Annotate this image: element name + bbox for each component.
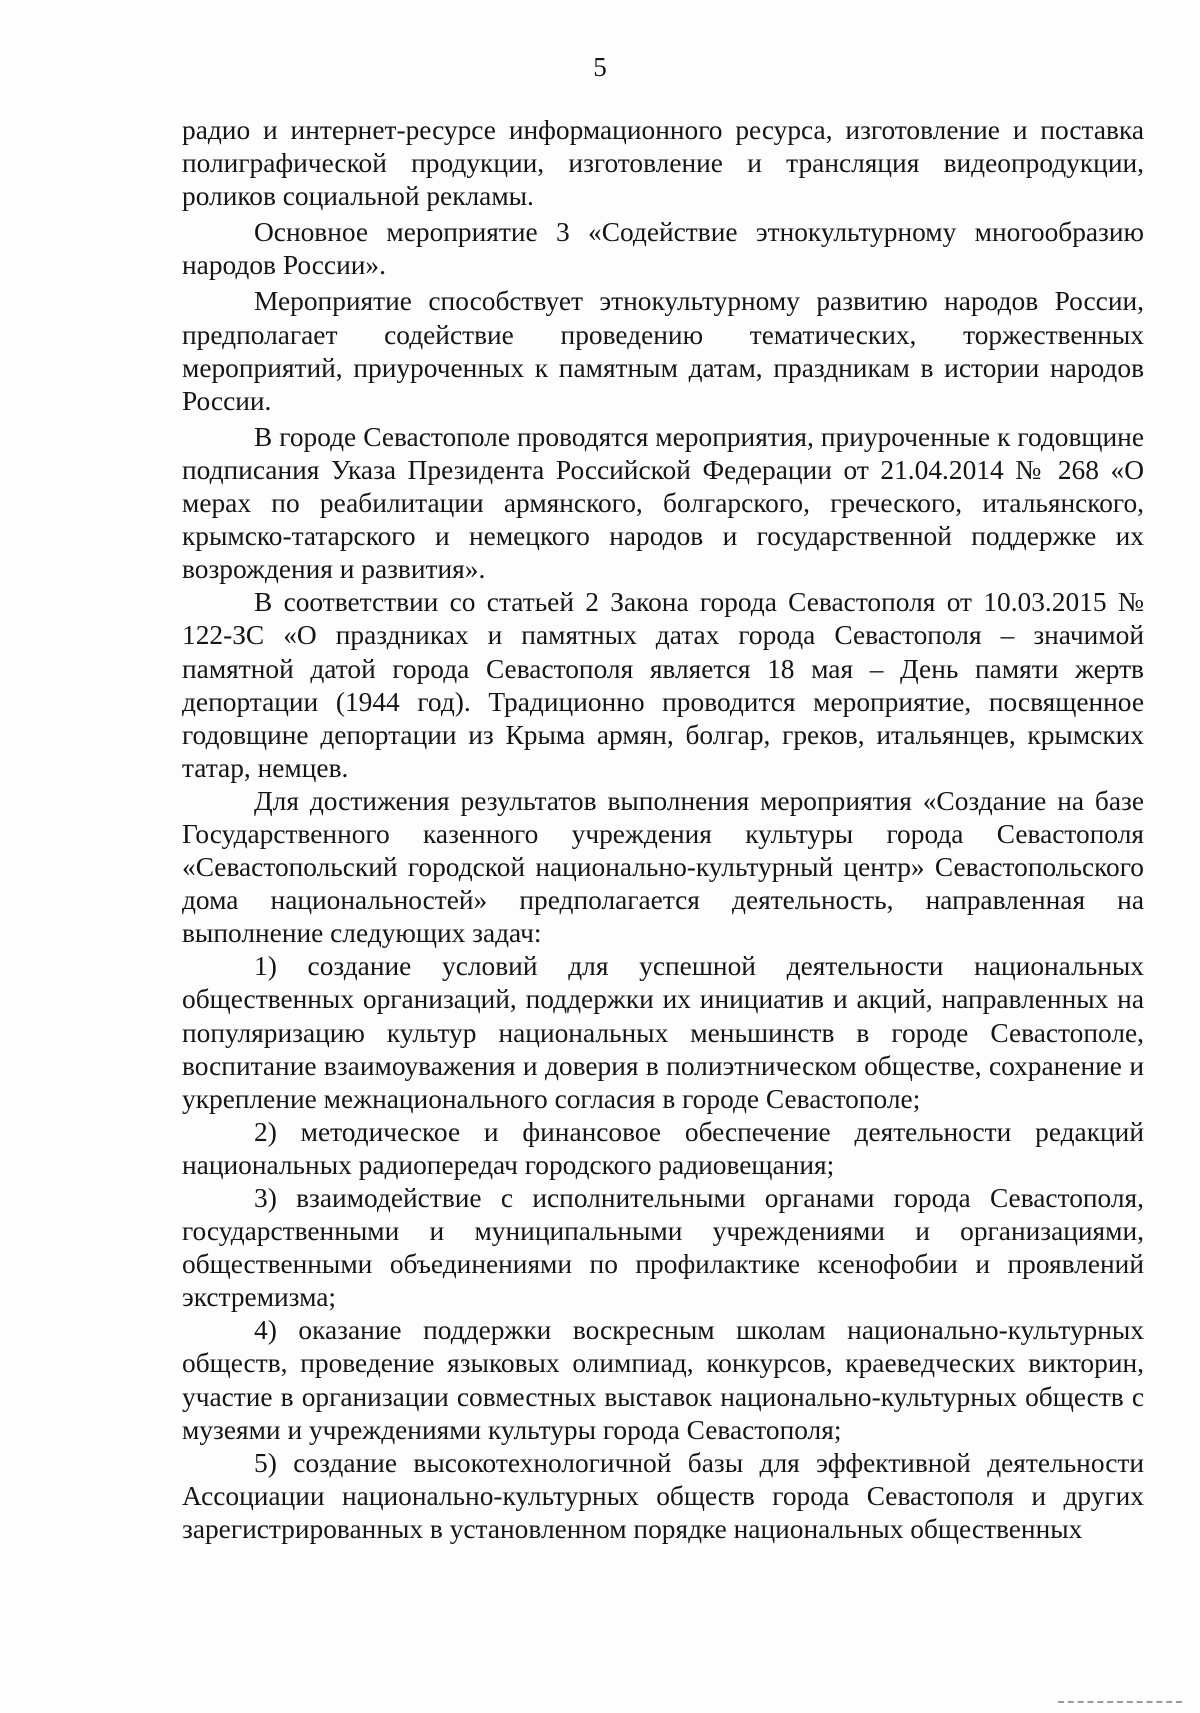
paragraph-continuation: радио и интернет-ресурсе информационного ресурса, изготовление и поставка полиграфической продукции, изготовление и трансляция видеопродукции, роликов социальной рекламы. <box>182 115 1144 212</box>
paragraph-sevastopol-events: В городе Севастополе проводятся мероприятия, приуроченные к годовщине подписания Указа Президента Российской Федерации от 21.04.2014 № 268 «О мерах по реабилитации армянского, болгарского, греческого, итальянского, крымско-татарского и немецкого народов и государственной поддержке их возрождения и развития». <box>182 421 1144 585</box>
paragraph-law-reference: В соответствии со статьей 2 Закона города Севастополя от 10.03.2015 № 122-ЗС «О праздниках и памятных датах города Севастополя – значимой памятной датой города Севастополя является 18 мая – День памяти жертв депортации (1944 год). Традиционно проводится мероприятие, посвященное годовщине депортации из Крыма армян, болгар, греков, итальянцев, крымских татар, немцев. <box>182 587 1144 783</box>
scan-edge-mark <box>1058 1701 1182 1705</box>
paragraph-task-4: 4) оказание поддержки воскресным школам национально-культурных обществ, проведение языковых олимпиад, конкурсов, краеведческих викторин, участие в организации совместных выставок национально-культурных обществ с музеями и учреждениями культуры города Севастополя; <box>182 1315 1144 1445</box>
paragraph-task-2: 2) методическое и финансовое обеспечение деятельности редакций национальных радиопередач городского радиовещания; <box>182 1116 1144 1180</box>
paragraph-main-event-3-title: Основное мероприятие 3 «Содействие этнокультурному многообразию народов России». <box>182 217 1144 281</box>
paragraph-task-3: 3) взаимодействие с исполнительными органами города Севастополя, государственными и муниципальными учреждениями и организациями, общественными объединениями по профилактике ксенофобии и проявлений экстремизма; <box>182 1183 1144 1313</box>
paragraph-task-5: 5) создание высокотехнологичной базы для эффективной деятельности Ассоциации национально-культурных обществ города Севастополя и других зарегистрированных в установленном порядке национальных общественных <box>182 1447 1144 1544</box>
paragraph-task-1: 1) создание условий для успешной деятельности национальных общественных организаций, поддержки их инициатив и акций, направленных на популяризацию культур национальных меньшинств в городе Севастополе, воспитание взаимоуважения и доверия в полиэтническом обществе, сохранение и укрепление межнационального согласия в городе Севастополе; <box>182 951 1144 1114</box>
paragraph-event-description: Мероприятие способствует этнокультурному развитию народов России, предполагает содействие проведению тематических, торжественных мероприятий, приуроченных к памятным датам, праздникам в истории народов России. <box>182 286 1144 416</box>
page-number: 5 <box>593 52 607 82</box>
paragraph-results-intro: Для достижения результатов выполнения мероприятия «Создание на базе Государственного казенного учреждения культуры города Севастополя «Севастопольский городской национально-культурный центр» Севастопольского дома национальностей» предполагается деятельность, направленная на выполнение следующих задач: <box>182 785 1144 949</box>
document-body <box>182 114 1144 1546</box>
